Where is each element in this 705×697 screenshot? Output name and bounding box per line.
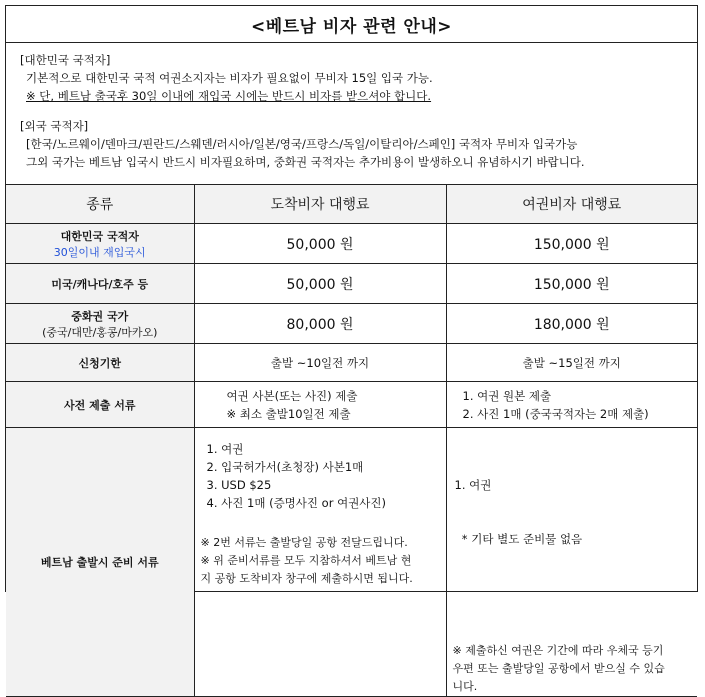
row-label-sub: (중국/대만/홍콩/마카오) <box>42 325 158 339</box>
arrival-prep-docs <box>194 428 446 697</box>
table-row <box>6 428 697 697</box>
note-line: 우편 또는 출발당일 공항에서 받으실 수 있습 <box>452 662 665 675</box>
passport-fee: 150,000 원 <box>446 224 697 264</box>
note-line: ※ 위 준비서류를 모두 지참하셔서 베트남 현 <box>200 554 412 567</box>
passport-deadline: 출발 ~15일전 까지 <box>446 344 697 382</box>
korean-head: [대한민국 국적자] <box>20 53 111 67</box>
col-type: 종류 <box>6 185 194 224</box>
table-row <box>6 382 697 428</box>
foreign-line2: 그외 국가는 베트남 입국시 반드시 비자필요하며, 중화권 국적자는 추가비용이 발생하오니 유념하시기 바랍니다. <box>26 155 585 169</box>
doc-line: 2. 입국허가서(초청장) 사본1매 <box>206 460 364 474</box>
row-label: 신청기한 <box>6 344 194 382</box>
table-row <box>6 264 697 304</box>
doc-line: 1. 여권 <box>206 442 244 456</box>
row-label: 사전 제출 서류 <box>6 382 194 428</box>
korean-line1: 기본적으로 대한민국 국적 여권소지자는 비자가 필요없이 무비자 15일 입국 가능. <box>26 71 433 85</box>
row-label: 베트남 출발시 준비 서류 <box>6 428 194 697</box>
doc-line: 3. USD $25 <box>206 478 272 492</box>
row-label <box>6 304 194 344</box>
note-line: 지 공항 도착비자 창구에 제출하시면 됩니다. <box>200 572 413 585</box>
table-row <box>6 344 697 382</box>
doc-line: 1. 여권 원본 제출 <box>462 388 552 403</box>
col-arrival-fee: 도착비자 대행료 <box>194 185 446 224</box>
doc-line: 2. 사진 1매 (중국국적자는 2매 제출) <box>462 406 649 421</box>
korean-line2: ※ 단, 베트남 출국후 30일 이내에 재입국 시에는 반드시 비자를 받으셔야 합니다. <box>26 89 432 103</box>
fee-table <box>6 185 697 697</box>
row-label-main: 중화권 국가 <box>71 309 129 323</box>
arrival-fee: 80,000 원 <box>194 304 446 344</box>
row-label-main: 대한민국 국적자 <box>60 229 139 243</box>
doc-line: ※ 최소 출발10일전 제출 <box>226 406 351 421</box>
foreign-head: [외국 국적자] <box>20 119 89 133</box>
passport-fee: 180,000 원 <box>446 304 697 344</box>
arrival-fee: 50,000 원 <box>194 224 446 264</box>
page-title: <베트남 비자 관련 안내> <box>6 6 697 43</box>
passport-prep-docs <box>446 428 697 697</box>
doc-line: 1. 여권 <box>454 478 492 492</box>
passport-fee: 150,000 원 <box>446 264 697 304</box>
col-passport-fee: 여권비자 대행료 <box>446 185 697 224</box>
table-row <box>6 224 697 264</box>
doc-line: 여권 사본(또는 사진) 제출 <box>226 388 358 403</box>
doc-line: 4. 사진 1매 (증명사진 or 여권사진) <box>206 496 387 510</box>
note-line: ※ 2번 서류는 출발당일 공항 전달드립니다. <box>200 536 408 549</box>
doc-line: * 기타 별도 준비물 없음 <box>454 532 583 546</box>
arrival-deadline: 출발 ~10일전 까지 <box>194 344 446 382</box>
note-line: 니다. <box>452 680 478 693</box>
notes-section <box>6 43 697 185</box>
row-label-sub: 30일이내 재입국시 <box>53 245 146 259</box>
row-label: 미국/캐나다/호주 등 <box>6 264 194 304</box>
row-label <box>6 224 194 264</box>
note-line: ※ 제출하신 여권은 기간에 따라 우체국 등기 <box>452 644 664 657</box>
table-header-row <box>6 185 697 224</box>
visa-info-panel <box>5 5 698 693</box>
arrival-fee: 50,000 원 <box>194 264 446 304</box>
foreign-line1: [한국/노르웨이/덴마크/핀란드/스웨덴/러시아/일본/영국/프랑스/독일/이탈리아/스페인] 국적자 무비자 입국가능 <box>26 137 578 151</box>
table-row <box>6 304 697 344</box>
passport-docs <box>446 382 697 428</box>
arrival-docs <box>194 382 446 428</box>
